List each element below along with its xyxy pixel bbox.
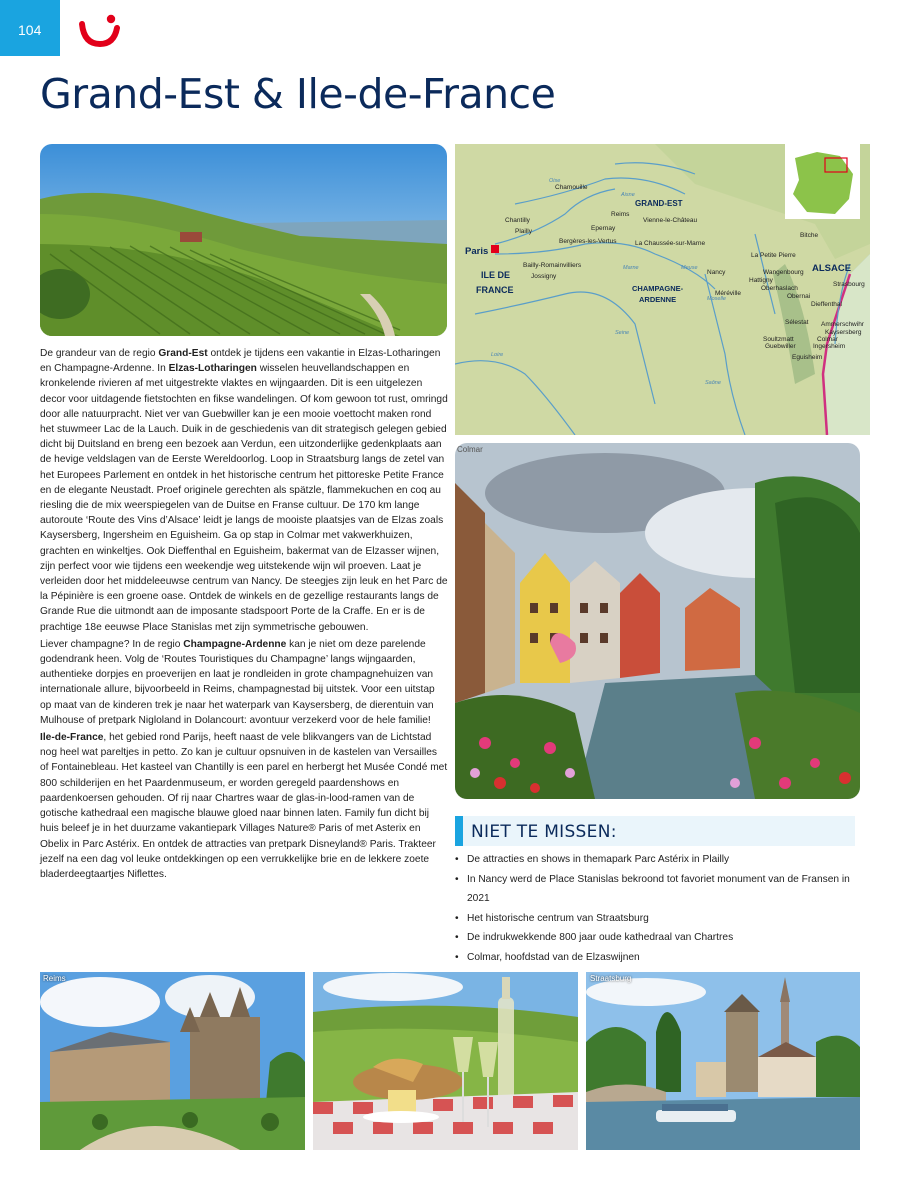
article-body bbox=[40, 346, 448, 884]
paragraph-champagne: Liever champagne? In de regio Champagne-Ardenne kan je niet om deze parelende godendrank heen. Volg de ‘Routes Touristiques du Champagne’ langs wijngaarden, authentieke dorpjes en proeverijen en laat je rondleiden in grote champagnehuizen van internationale allure, bijvoorbeeld in Reims, champagnestad bij uitstek. Voor een uitstap op maat van de kinderen trek je naar het waterpark van Kaysersberg, de dierentuin van Mulhouse of pretpark Nigloland in Dolancourt: avontuur verzekerd voor de hele familie! bbox=[40, 638, 435, 726]
list-item: • Het historische centrum van Straatsburg bbox=[455, 909, 855, 929]
map-oberhaslach: Oberhaslach bbox=[761, 285, 798, 292]
list-item: • De indrukwekkende 800 jaar oude kathedraal van Chartres bbox=[455, 928, 855, 948]
map-eguisheim: Eguisheim bbox=[792, 354, 823, 361]
niet-te-missen-title: NIET TE MISSEN: bbox=[463, 816, 855, 846]
map-river-loire: Loire bbox=[491, 352, 504, 358]
map-kaysersberg: Kaysersberg bbox=[825, 329, 862, 336]
map-petite-pierre: La Petite Pierre bbox=[751, 252, 796, 259]
page-number: 104 bbox=[0, 0, 60, 56]
map-soultzmatt: Soultzmatt bbox=[763, 336, 794, 343]
map-colmar: Colmar bbox=[817, 336, 838, 343]
map-bitche: Bitche bbox=[800, 232, 819, 239]
niet-te-missen-box bbox=[455, 816, 855, 967]
caption-strasbourg: Straatsburg bbox=[590, 974, 632, 983]
map-chamouille: Chamouille bbox=[555, 184, 588, 191]
map-river-saone: Saône bbox=[705, 380, 721, 386]
map-reims: Reims bbox=[611, 211, 630, 218]
map-ile-de-france-2: FRANCE bbox=[476, 285, 514, 295]
map-bergeres: Bergères-les-Vertus bbox=[559, 238, 617, 245]
champagne-picnic-photo bbox=[313, 972, 578, 1150]
map-alsace: ALSACE bbox=[812, 263, 852, 274]
map-paris: Paris bbox=[465, 246, 489, 257]
map-selestat: Sélestat bbox=[785, 319, 809, 326]
map-guebwiller: Guebwiller bbox=[765, 343, 796, 350]
map-obernai: Obernai bbox=[787, 293, 811, 300]
map-ingersheim: Ingersheim bbox=[813, 343, 846, 350]
map-champagne-1: CHAMPAGNE- bbox=[632, 284, 684, 293]
paragraph-grand-est: De grandeur van de regio Grand-Est ontdek je tijdens een vakantie in Elzas-Lotharingen en Champagne-Ardenne. In Elzas-Lotharingen wisselen heuvellandschappen en kronkelende rivieren af met uitgestrekte vlaktes en wijngaarden. Dit is een uitgelezen decor voor uitdagende fietstochten en fikse wandelingen. Of kom gewoon tot rust, omringd door alle natuurpracht. Niet ver van Guebwiller kan je een mooie voettocht maken rond het stuwmeer Lac de la Lauch. Duik in de geschiedenis van dit strategisch gelegen gebied dicht bij Duitsland en breng een bezoek aan Verdun, een uitzonderlijke gedenkplaats aan de hevige veldslagen van de Eerste Wereldoorlog. Loop in Straatsburg langs de zetel van het Europees Parlement en ontdek in het historische centrum het pittoreske Petite France en de elegante Neustadt. Proef originele gerechten als spätzle, flammekuchen en coq au riesling die de mix weerspiegelen van de Duitse en Franse cultuur. De 170 km lange autoroute ‘Route des Vins d’Alsace’ leidt je langs de mooiste plaatsjes van de Elzas zoals Kaysersberg, Ingersheim en Eguisheim. Ga op stap in Colmar met vakwerkhuizen, grachten en winkeltjes. Ook Dieffenthal en Eguisheim, bakermat van de Elzasser wijnen, zijn perfect voor wie tijdens een weekendje weg uitstekende wijn wil proeven. Laat je verleiden door het middeleeuwse centrum van Nancy. De steegjes zijn leuk en het Parc de la Pépinière is een groene oase. Ontdek de winkels en de gezellige restaurants langs de Grande Rue die uitmondt aan de imposante stadspoort Porte de la Craffe. En er is de prachtige 18e eeuwse Place Stanislas met zijn symmetrische gebouwen. bbox=[40, 348, 448, 633]
region-map bbox=[455, 144, 870, 435]
vineyard-photo bbox=[40, 144, 447, 336]
map-hattigny: Hattigny bbox=[749, 277, 773, 284]
list-item: • Colmar, hoofdstad van de Elzaswijnen bbox=[455, 948, 855, 968]
map-river-moselle: Moselle bbox=[707, 296, 726, 302]
paragraph-ile-de-france: Ile-de-France, het gebied rond Parijs, heeft naast de vele blikvangers van de Lichtstad nog heel wat pareltjes in petto. Zo kan je cultuur opsnuiven in de kastelen van Versailles of Fontainebleau. Het kasteel van Chantilly is een parel en herbergt het Musée Condé met 800 schilderijen en het Paardenmuseum, er worden geregeld paardenshows en paardenkoersen gehouden. Of rij naar Chartres waar de glas-in-lood-ramen van de gotische kathedraal een magische blauwe gloed naar binnen laten. Family fun dicht bij huis beleef je in het duurzame vakantiepark Villages Nature® Paris of met Asterix en Obelix in Parc Astérix. En ontdek de attracties van pretpark Disneyland® Paris. Trakteer jezelf na een dag vol leuke ontdekkingen op een verrukkelijke brie en de lekkere zoete bladerdeegtaartjes Niflettes. bbox=[40, 732, 448, 880]
highlights-list bbox=[455, 850, 855, 967]
map-river-aisne: Aisne bbox=[621, 192, 635, 198]
map-jossigny: Jossigny bbox=[531, 273, 557, 280]
strasbourg-photo bbox=[586, 972, 860, 1150]
list-item: • De attracties en shows in themapark Parc Astérix in Plailly bbox=[455, 850, 855, 870]
caption-colmar: Colmar bbox=[457, 445, 483, 454]
map-plailly: Plailly bbox=[515, 228, 532, 235]
colmar-photo bbox=[455, 443, 860, 799]
list-item: • In Nancy werd de Place Stanislas bekroond tot favoriet monument van de Fransen in 2021 bbox=[455, 870, 855, 909]
map-river-meuse: Meuse bbox=[681, 265, 698, 271]
reims-photo bbox=[40, 972, 305, 1150]
map-bailly: Bailly-Romainvilliers bbox=[523, 262, 582, 269]
map-champagne-2: ARDENNE bbox=[639, 295, 677, 304]
map-river-marne: Marne bbox=[623, 265, 639, 271]
map-ammerschwihr: Ammerschwihr bbox=[821, 321, 864, 328]
map-river-oise: Oise bbox=[549, 178, 561, 184]
page-title: Grand-Est & Ile-de-France bbox=[40, 70, 556, 118]
map-nancy: Nancy bbox=[707, 269, 726, 276]
map-chantilly: Chantilly bbox=[505, 217, 530, 224]
map-strasbourg: Strasbourg bbox=[833, 281, 865, 288]
map-river-seine: Seine bbox=[615, 330, 630, 336]
map-epernay: Epernay bbox=[591, 225, 616, 232]
map-chaussee: La Chaussée-sur-Marne bbox=[635, 240, 706, 247]
map-dieffenthal: Dieffenthal bbox=[811, 301, 842, 308]
niet-te-missen-header bbox=[455, 816, 855, 846]
tui-logo bbox=[76, 10, 124, 50]
map-vienne: Vienne-le-Château bbox=[643, 217, 698, 224]
map-wangenbourg: Wangenbourg bbox=[763, 269, 804, 276]
map-mereville: Méréville bbox=[715, 290, 742, 297]
caption-reims: Reims bbox=[43, 974, 66, 983]
map-ile-de-france-1: ILE DE bbox=[481, 270, 511, 280]
accent-bar bbox=[455, 816, 463, 846]
map-grand-est: GRAND-EST bbox=[635, 199, 683, 208]
